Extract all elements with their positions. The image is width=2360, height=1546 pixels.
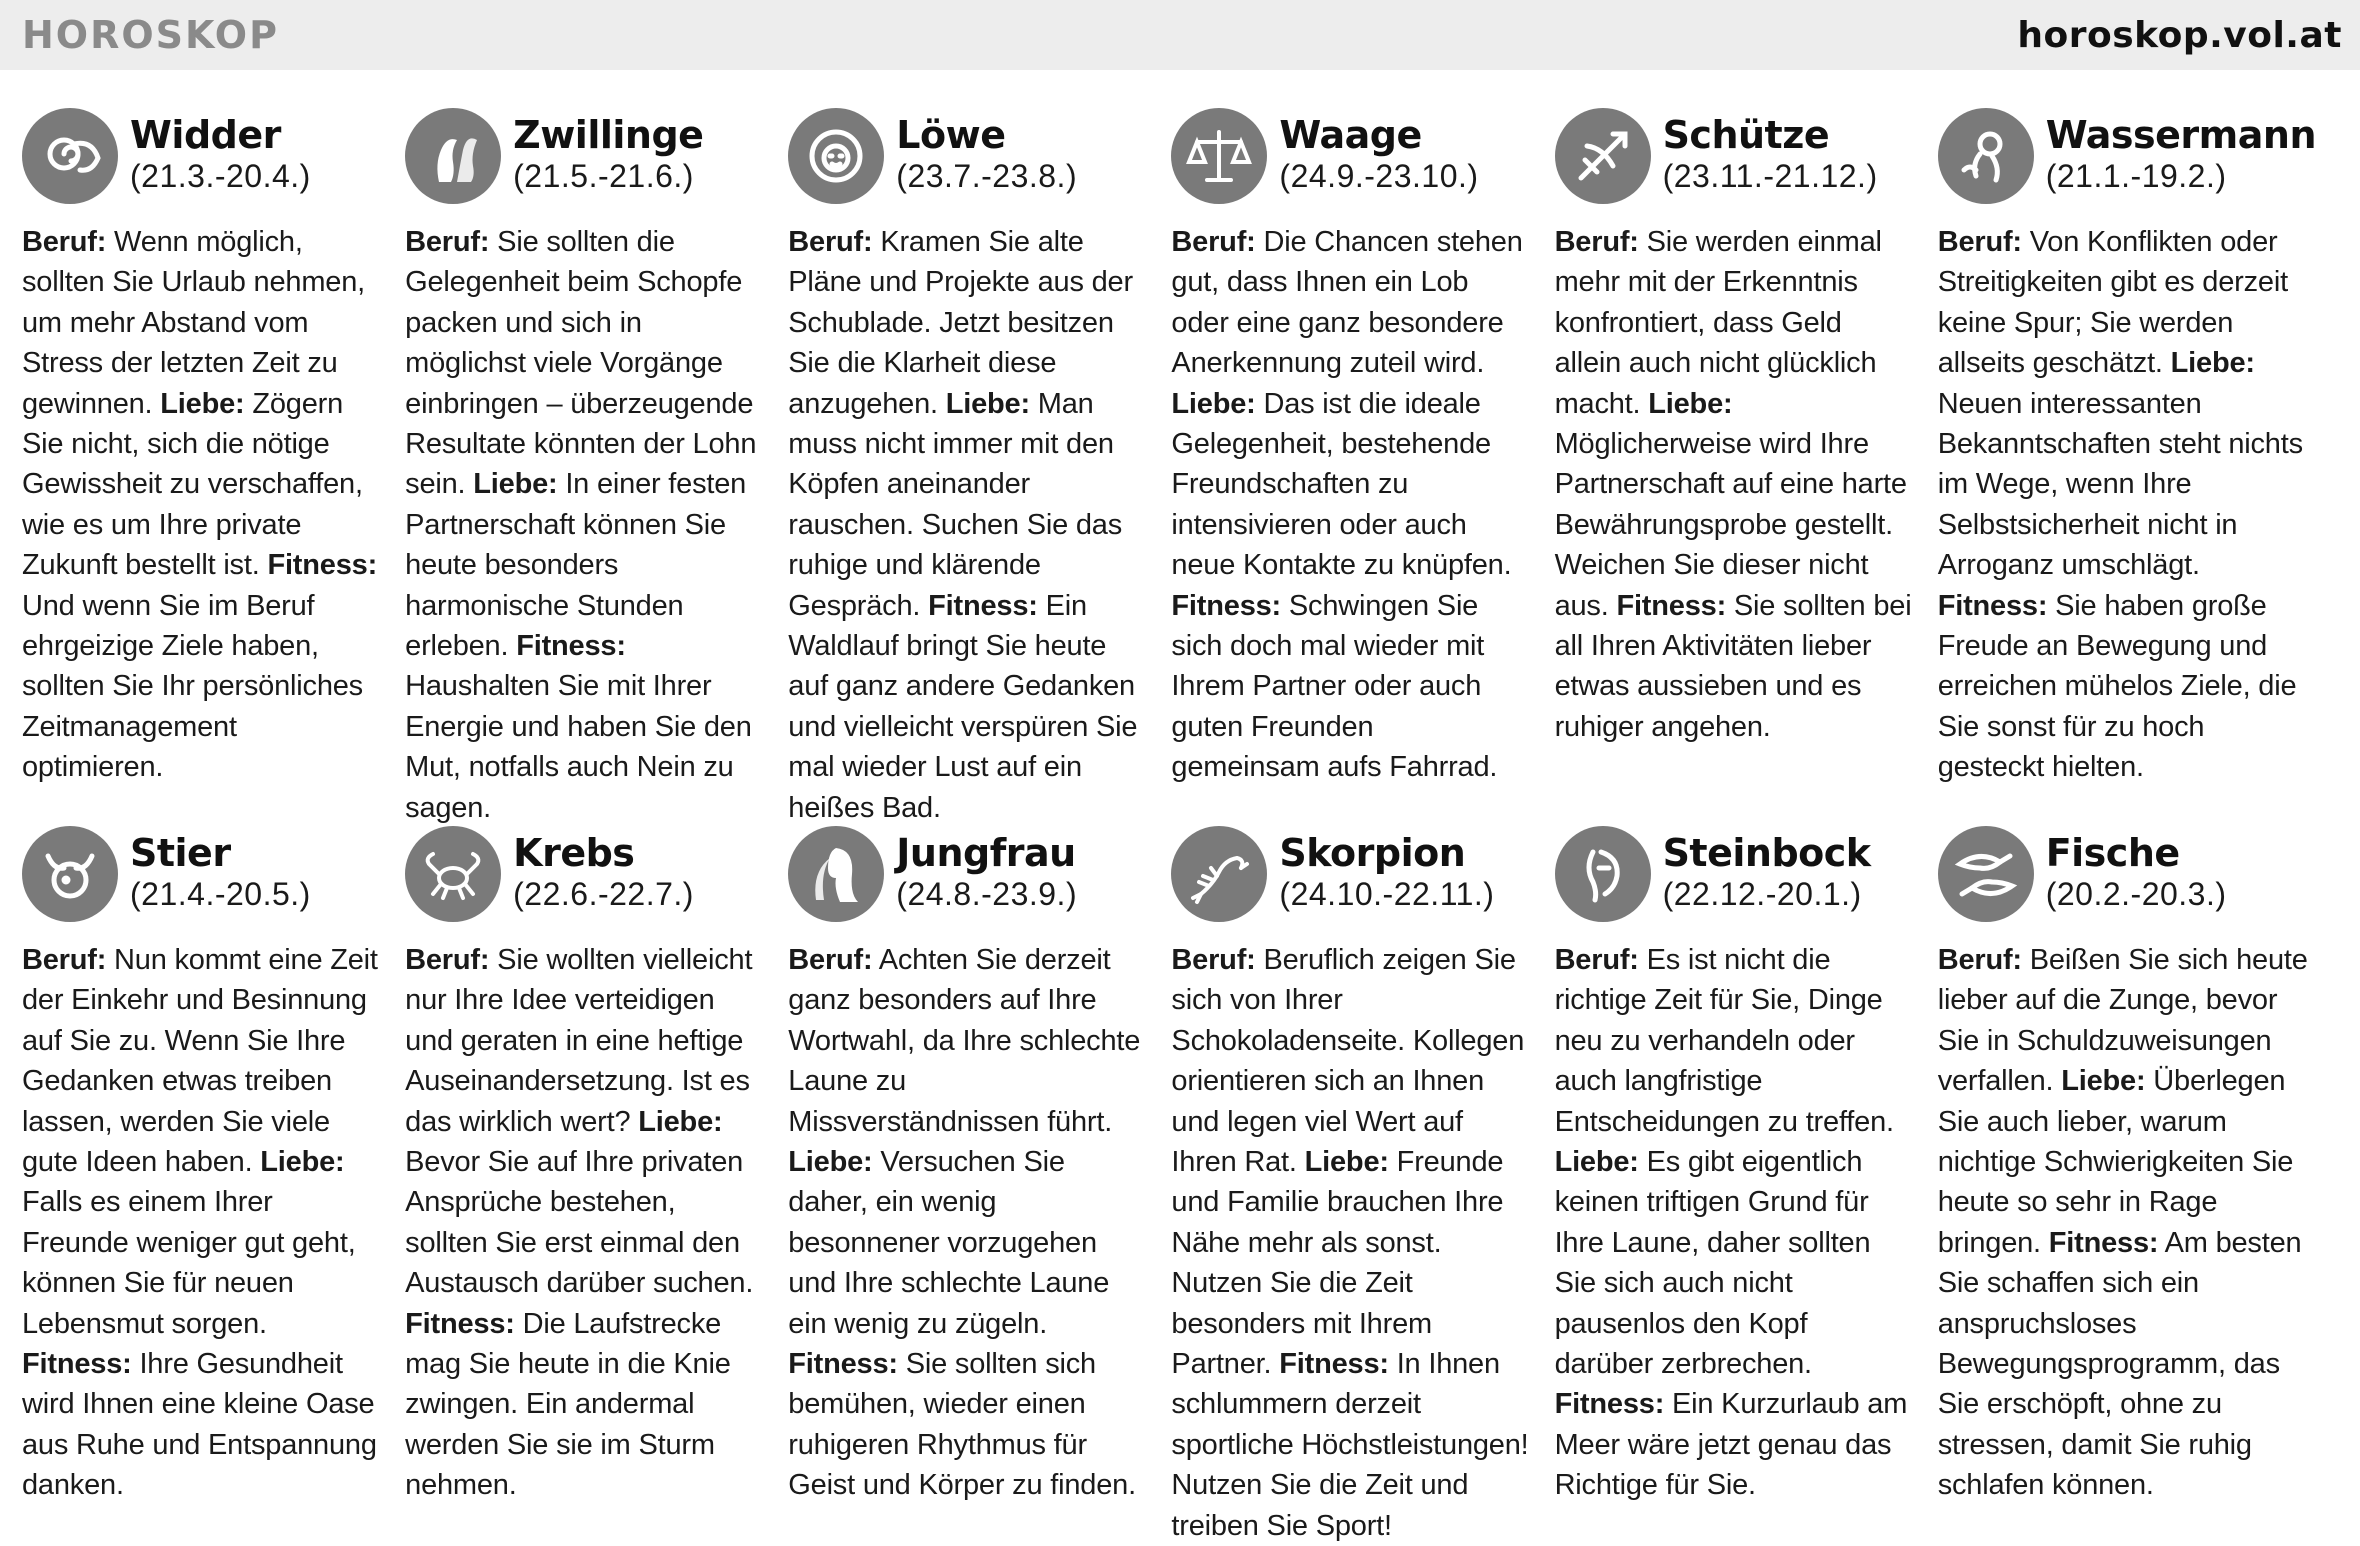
sign-name: Skorpion (1279, 831, 1466, 875)
category-text: Bevor Sie auf Ihre privaten Ansprüche bestehen, sollten Sie erst einmal den Austausch darüber suchen. (405, 1146, 754, 1300)
sign-card-schütze (1555, 108, 1938, 826)
sign-card-skorpion (1171, 826, 1554, 1542)
sign-forecast-text (405, 940, 762, 1506)
sign-title-block (896, 826, 1077, 914)
sign-card-fische (1938, 826, 2342, 1518)
category-text: Sie sollten bei all Ihren Aktivitäten lieber etwas aussieben und es ruhiger angehen. (1554, 589, 1912, 743)
bull-icon (22, 826, 118, 922)
sign-title-block (2046, 108, 2316, 196)
category-text: Freunde und Familie brauchen Ihre Nähe mehr als sonst. Nutzen Sie die Zeit besonders mit Ihrem Partner. (1171, 1146, 1504, 1381)
sign-dates: (22.12.-20.1.) (1662, 876, 1862, 912)
sign-title-block (2046, 826, 2227, 914)
sign-header (788, 108, 1145, 212)
category-label: Beruf: (1554, 944, 1639, 976)
sign-card-zwillinge (405, 108, 788, 826)
category-label: Fitness: (1279, 1348, 1389, 1381)
category-text: Die Chancen stehen gut, dass Ihnen ein Lob oder eine ganz besondere Anerkennung zuteil wird. (1171, 226, 1523, 380)
sign-title-block (513, 826, 694, 914)
category-text: Ein Kurzurlaub am Meer wäre jetzt genau das Richtige für Sie. (1554, 1388, 1908, 1502)
sign-name: Fische (2045, 831, 2180, 875)
category-label: Fitness: (516, 630, 626, 663)
category-label: Fitness: (788, 1348, 898, 1381)
category-text: Die Laufstrecke mag Sie heute in die Knie zwingen. Ein andermal werden Sie sie im Sturm nehmen. (405, 1307, 731, 1502)
category-text: Überlegen Sie auch lieber, warum nichtige Schwierigkeiten Sie heute so sehr in Rage bringen. (1937, 1065, 2294, 1259)
sign-card-widder (22, 108, 405, 826)
sign-header (1171, 826, 1528, 930)
category-label: Fitness: (2048, 1226, 2159, 1259)
category-text: Möglicherweise wird Ihre Partnerschaft auf eine harte Bewährungsprobe gestellt. Weichen Sie dieser nicht aus. (1554, 428, 1907, 622)
sign-card-steinbock (1555, 826, 1938, 1518)
category-label: Liebe: (1648, 387, 1733, 420)
sign-title-block (1663, 108, 1878, 196)
sign-card-jungfrau (788, 826, 1171, 1518)
category-label: Beruf: (22, 226, 107, 258)
sign-title-block (130, 826, 311, 914)
sign-name: Jungfrau (896, 831, 1076, 875)
category-label: Liebe: (788, 1146, 873, 1179)
sign-name: Krebs (513, 831, 635, 875)
category-text: Es gibt eigentlich keinen triftigen Grund für Ihre Laune, daher sollten Sie sich auch nicht pausenlos den Kopf darüber zerbrechen. (1554, 1146, 1871, 1381)
category-label: Liebe: (260, 1146, 345, 1179)
sign-dates: (23.7.-23.8.) (896, 158, 1078, 194)
sign-forecast-text (1171, 940, 1528, 1546)
category-label: Liebe: (945, 387, 1030, 420)
sign-dates: (21.4.-20.5.) (130, 876, 311, 912)
category-label: Beruf: (788, 944, 873, 976)
category-text: Nun kommt eine Zeit der Einkehr und Besinnung auf Sie zu. Wenn Sie Ihre Gedanken etwas treiben lassen, werden Sie viele gute Ideen haben. (22, 944, 378, 1179)
category-label: Liebe: (160, 387, 245, 420)
sign-title-block (513, 108, 703, 196)
category-label: Beruf: (1937, 226, 2022, 258)
sign-dates: (24.9.-23.10.) (1279, 158, 1479, 194)
sign-forecast-text (22, 940, 379, 1506)
sign-dates: (24.10.-22.11.) (1279, 876, 1495, 912)
category-text: Und wenn Sie im Beruf ehrgeizige Ziele haben, sollten Sie Ihr persönliches Zeitmanagement optimieren. (22, 589, 363, 784)
category-label: Beruf: (1171, 226, 1256, 258)
category-text: Neuen interessanten Bekanntschaften steht nichts im Wege, wenn Ihre Selbstsicherheit nicht in Arroganz umschlägt. (1937, 387, 2303, 582)
sign-title-block (1663, 826, 1871, 914)
category-text: Beißen Sie sich heute lieber auf die Zunge, bevor Sie in Schuldzuweisungen verfallen. (1937, 944, 2308, 1098)
sign-name: Widder (130, 113, 281, 157)
category-text: Ein Waldlauf bringt Sie heute auf ganz andere Gedanken und vielleicht verspüren Sie mal wieder Lust auf ein heißes Bad. (788, 589, 1138, 824)
sign-header (1938, 826, 2316, 930)
category-text: Das ist die ideale Gelegenheit, bestehende Freundschaften zu intensivieren oder auch neue Kontakte zu knüpfen. (1171, 387, 1512, 582)
category-label: Beruf: (1554, 226, 1639, 258)
sign-forecast-text (1555, 222, 1912, 747)
sign-forecast-text (788, 222, 1145, 828)
sign-name: Wassermann (2045, 113, 2316, 157)
category-label: Beruf: (1937, 944, 2022, 976)
sign-header (1938, 108, 2316, 212)
sign-forecast-text (1555, 940, 1912, 1506)
category-label: Fitness: (1616, 589, 1727, 622)
scales-icon (1171, 108, 1267, 204)
sign-name: Schütze (1662, 113, 1830, 157)
category-text: Sie sollten die Gelegenheit beim Schopfe packen und sich in möglichst viele Vorgänge einbringen – überzeugende Resultate könnten der Lohn sein. (405, 226, 757, 501)
site-url[interactable]: horoskop.vol.at (2017, 14, 2342, 56)
sign-forecast-text (1171, 222, 1528, 788)
category-label: Beruf: (788, 226, 873, 258)
category-label: Beruf: (1171, 944, 1256, 976)
category-label: Liebe: (473, 468, 558, 501)
sign-card-wassermann (1938, 108, 2342, 826)
fish-icon (1938, 826, 2034, 922)
category-label: Fitness: (1171, 589, 1282, 622)
sign-dates: (20.2.-20.3.) (2045, 876, 2227, 912)
sign-header (1555, 108, 1912, 212)
sign-title-block (130, 108, 311, 196)
category-text: Achten Sie derzeit ganz besonders auf Ihre Wortwahl, da Ihre schlechte Laune zu Missverständnissen führt. (788, 944, 1141, 1138)
twins-icon (405, 108, 501, 204)
category-text: Man muss nicht immer mit den Köpfen aneinander rauschen. Suchen Sie das ruhige und klärende Gespräch. (788, 387, 1123, 622)
category-text: Sie werden einmal mehr mit der Erkenntnis konfrontiert, dass Geld allein auch nicht glücklich macht. (1554, 226, 1882, 420)
sign-name: Löwe (896, 113, 1006, 157)
category-label: Liebe: (2170, 347, 2255, 380)
sign-forecast-text (1938, 222, 2316, 788)
sign-forecast-text (1938, 940, 2316, 1506)
lion-icon (788, 108, 884, 204)
ram-icon (22, 108, 118, 204)
category-label: Liebe: (1171, 387, 1256, 420)
horoscope-grid (22, 108, 2342, 1542)
crab-icon (405, 826, 501, 922)
category-text: Beruflich zeigen Sie sich von Ihrer Schokoladenseite. Kollegen orientieren sich an Ihnen und legen viel Wert auf Ihren Rat. (1171, 944, 1525, 1179)
capricorn-icon (1555, 826, 1651, 922)
sign-forecast-text (22, 222, 379, 788)
sign-name: Zwillinge (513, 113, 704, 157)
category-text: In Ihnen schlummern derzeit sportliche Höchstleistungen! Nutzen Sie die Zeit und treiben Sie Sport! (1171, 1348, 1529, 1542)
category-label: Fitness: (22, 1348, 132, 1381)
sign-dates: (22.6.-22.7.) (513, 876, 694, 912)
sign-header (788, 826, 1145, 930)
category-text: Sie wollten vielleicht nur Ihre Idee verteidigen und geraten in eine heftige Auseinandersetzung. Ist es das wirklich wert? (405, 944, 753, 1138)
category-text: Kramen Sie alte Pläne und Projekte aus der Schublade. Jetzt besitzen Sie die Klarheit diese anzugehen. (788, 226, 1133, 420)
sign-header (22, 826, 379, 930)
sign-title-block (1279, 826, 1494, 914)
category-label: Beruf: (405, 226, 490, 258)
sign-forecast-text (405, 222, 762, 828)
sign-dates: (21.5.-21.6.) (513, 158, 694, 194)
sign-header (1171, 108, 1528, 212)
sign-card-krebs (405, 826, 788, 1518)
sign-card-waage (1171, 108, 1554, 826)
sign-header (405, 826, 762, 930)
virgin-icon (788, 826, 884, 922)
category-label: Fitness: (267, 549, 378, 582)
header-bar (0, 0, 2360, 70)
category-label: Fitness: (1554, 1388, 1665, 1421)
category-text: In einer festen Partnerschaft können Sie heute besonders harmonische Stunden erleben. (405, 468, 747, 663)
sign-dates: (24.8.-23.9.) (896, 876, 1078, 912)
category-text: Haushalten Sie mit Ihrer Energie und haben Sie den Mut, notfalls auch Nein zu sagen. (405, 670, 752, 824)
category-label: Fitness: (405, 1307, 515, 1340)
category-text: Wenn möglich, sollten Sie Urlaub nehmen, um mehr Abstand vom Stress der letzten Zeit zu gewinnen. (22, 226, 365, 420)
category-label: Liebe: (1554, 1146, 1639, 1179)
sign-header (22, 108, 379, 212)
category-text: Schwingen Sie sich doch mal wieder mit Ihrem Partner oder auch guten Freunden gemeinsam aufs Fahrrad. (1171, 589, 1498, 784)
sign-dates: (23.11.-21.12.) (1662, 158, 1878, 194)
sign-dates: (21.1.-19.2.) (2045, 158, 2227, 194)
category-text: Es ist nicht die richtige Zeit für Sie, Dinge neu zu verhandeln oder auch langfristige Entscheidungen zu treffen. (1554, 944, 1894, 1138)
category-label: Beruf: (22, 944, 107, 976)
category-label: Fitness: (928, 589, 1038, 622)
sign-title-block (1279, 108, 1478, 196)
sign-name: Stier (130, 831, 231, 875)
sign-dates: (21.3.-20.4.) (130, 158, 311, 194)
category-text: Sie sollten sich bemühen, wieder einen ruhigeren Rhythmus für Geist und Körper zu finden. (788, 1348, 1136, 1502)
category-label: Liebe: (638, 1105, 723, 1138)
category-text: Sie haben große Freude an Bewegung und erreichen mühelos Ziele, die Sie sonst für zu hoch gesteckt hielten. (1937, 589, 2297, 784)
scorpion-icon (1171, 826, 1267, 922)
sign-header (1555, 826, 1912, 930)
category-label: Fitness: (1937, 589, 2048, 622)
archer-icon (1555, 108, 1651, 204)
sign-header (405, 108, 762, 212)
sign-name: Waage (1279, 113, 1422, 157)
category-text: Von Konflikten oder Streitigkeiten gibt es derzeit keine Spur; Sie werden allseits geschätzt. (1937, 226, 2288, 380)
section-title: HOROSKOP (22, 13, 279, 57)
category-label: Liebe: (1304, 1146, 1389, 1179)
water-bearer-icon (1938, 108, 2034, 204)
sign-card-stier (22, 826, 405, 1518)
category-text: Falls es einem Ihrer Freunde weniger gut geht, können Sie für neuen Lebensmut sorgen. (22, 1186, 356, 1340)
sign-name: Steinbock (1662, 831, 1871, 875)
category-text: Am besten Sie schaffen sich ein anspruchsloses Bewegungsprogramm, das Sie erschöpft, ohne zu stressen, damit Sie ruhig schlafen können. (1937, 1226, 2302, 1502)
sign-card-löwe (788, 108, 1171, 826)
category-text: Versuchen Sie daher, ein wenig besonnener vorzugehen und Ihre schlechte Laune ein wenig zu zügeln. (788, 1146, 1110, 1340)
category-label: Beruf: (405, 944, 490, 976)
sign-title-block (896, 108, 1077, 196)
category-text: Ihre Gesundheit wird Ihnen eine kleine Oase aus Ruhe und Entspannung danken. (22, 1348, 377, 1502)
sign-forecast-text (788, 940, 1145, 1506)
category-text: Zögern Sie nicht, sich die nötige Gewissheit zu verschaffen, wie es um Ihre private Zukunft bestellt ist. (22, 387, 363, 582)
category-label: Liebe: (2061, 1065, 2146, 1098)
